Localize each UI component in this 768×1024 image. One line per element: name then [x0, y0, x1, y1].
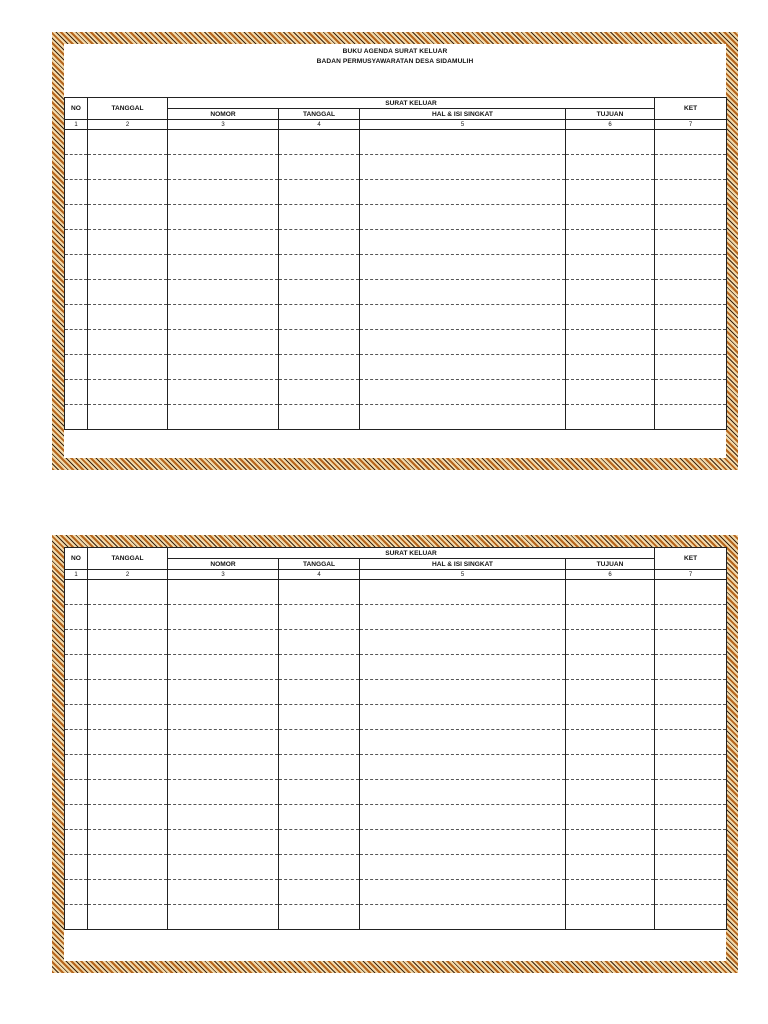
table-cell — [168, 905, 279, 930]
table-cell — [65, 155, 88, 180]
table-cell — [360, 680, 566, 705]
table-cell — [168, 880, 279, 905]
table-cell — [360, 230, 566, 255]
table-cell — [65, 880, 88, 905]
table-cell — [65, 805, 88, 830]
table-cell — [65, 605, 88, 630]
table-cell — [168, 805, 279, 830]
table-cell — [279, 230, 360, 255]
table-row — [65, 780, 727, 805]
table-cell — [360, 705, 566, 730]
table-cell — [566, 280, 655, 305]
col-number: 5 — [360, 570, 566, 580]
table-row — [65, 605, 727, 630]
table-cell — [360, 305, 566, 330]
table-cell — [279, 130, 360, 155]
table-cell — [65, 280, 88, 305]
table-cell — [279, 205, 360, 230]
col-header-tanggal: TANGGAL — [88, 548, 168, 570]
col-number: 4 — [279, 120, 360, 130]
table-cell — [360, 580, 566, 605]
col-header-no: NO — [65, 548, 88, 570]
col-header-surat-keluar: SURAT KELUAR — [168, 98, 655, 109]
col-header-nomor: NOMOR — [168, 109, 279, 120]
col-header-tanggal-surat: TANGGAL — [279, 109, 360, 120]
table-cell — [88, 780, 168, 805]
table-cell — [360, 380, 566, 405]
table-cell — [88, 755, 168, 780]
table-cell — [655, 330, 727, 355]
col-number: 2 — [88, 570, 168, 580]
table-cell — [65, 780, 88, 805]
table-cell — [566, 130, 655, 155]
col-number: 7 — [655, 570, 727, 580]
table-cell — [279, 855, 360, 880]
table-cell — [360, 255, 566, 280]
table-cell — [279, 580, 360, 605]
table-cell — [279, 630, 360, 655]
table-row — [65, 880, 727, 905]
table-cell — [168, 405, 279, 430]
table-cell — [655, 605, 727, 630]
table-row — [65, 180, 727, 205]
table-cell — [655, 655, 727, 680]
table-cell — [566, 780, 655, 805]
table-cell — [88, 705, 168, 730]
col-number: 1 — [65, 120, 88, 130]
table-cell — [279, 155, 360, 180]
table-cell — [360, 730, 566, 755]
col-number: 7 — [655, 120, 727, 130]
form-content — [64, 44, 726, 458]
table-cell — [655, 205, 727, 230]
table-row — [65, 280, 727, 305]
table-cell — [655, 230, 727, 255]
col-number: 2 — [88, 120, 168, 130]
table-cell — [168, 730, 279, 755]
table-cell — [360, 205, 566, 230]
table-cell — [360, 280, 566, 305]
table-cell — [655, 730, 727, 755]
table-cell — [360, 330, 566, 355]
table-cell — [279, 255, 360, 280]
table-cell — [88, 405, 168, 430]
table-cell — [168, 630, 279, 655]
table-cell — [566, 155, 655, 180]
table-row — [65, 380, 727, 405]
table-cell — [88, 880, 168, 905]
table-cell — [279, 905, 360, 930]
table-cell — [168, 280, 279, 305]
col-header-ket: KET — [655, 548, 727, 570]
col-number: 4 — [279, 570, 360, 580]
table-cell — [88, 355, 168, 380]
table-cell — [65, 905, 88, 930]
table-cell — [279, 805, 360, 830]
table-cell — [168, 855, 279, 880]
table-cell — [566, 655, 655, 680]
table-cell — [360, 780, 566, 805]
col-header-hal-isi: HAL & ISI SINGKAT — [360, 559, 566, 570]
table-cell — [360, 630, 566, 655]
table-cell — [655, 305, 727, 330]
form-content — [64, 547, 726, 961]
table-row — [65, 730, 727, 755]
table-cell — [65, 705, 88, 730]
table-cell — [566, 580, 655, 605]
table-cell — [168, 830, 279, 855]
table-cell — [168, 330, 279, 355]
table-cell — [168, 180, 279, 205]
table-cell — [65, 130, 88, 155]
table-cell — [566, 755, 655, 780]
ledger-table — [64, 97, 727, 430]
table-cell — [360, 880, 566, 905]
table-cell — [655, 355, 727, 380]
table-cell — [279, 380, 360, 405]
table-cell — [279, 705, 360, 730]
table-cell — [360, 805, 566, 830]
table-cell — [655, 830, 727, 855]
table-cell — [168, 355, 279, 380]
col-number: 3 — [168, 570, 279, 580]
agenda-form-2 — [52, 535, 738, 973]
table-row — [65, 155, 727, 180]
table-cell — [360, 130, 566, 155]
table-cell — [566, 905, 655, 930]
table-cell — [168, 605, 279, 630]
table-cell — [655, 905, 727, 930]
table-cell — [655, 780, 727, 805]
col-header-tanggal-surat: TANGGAL — [279, 559, 360, 570]
table-cell — [360, 405, 566, 430]
col-header-tanggal: TANGGAL — [88, 98, 168, 120]
table-cell — [279, 305, 360, 330]
table-cell — [168, 705, 279, 730]
table-cell — [566, 405, 655, 430]
table-cell — [566, 880, 655, 905]
table-cell — [168, 155, 279, 180]
table-row — [65, 830, 727, 855]
table-cell — [65, 580, 88, 605]
col-header-nomor: NOMOR — [168, 559, 279, 570]
table-cell — [168, 380, 279, 405]
col-number: 1 — [65, 570, 88, 580]
table-cell — [655, 680, 727, 705]
table-cell — [360, 655, 566, 680]
table-cell — [65, 730, 88, 755]
table-cell — [88, 805, 168, 830]
form-title: BUKU AGENDA SURAT KELUAR — [342, 48, 448, 55]
table-cell — [65, 755, 88, 780]
table-row — [65, 805, 727, 830]
table-cell — [279, 755, 360, 780]
table-cell — [566, 680, 655, 705]
table-cell — [88, 330, 168, 355]
table-cell — [88, 830, 168, 855]
form-subtitle: BADAN PERMUSYAWARATAN DESA SIDAMULIH — [316, 58, 474, 65]
table-cell — [360, 755, 566, 780]
table-row — [65, 405, 727, 430]
table-cell — [168, 655, 279, 680]
table-row — [65, 705, 727, 730]
table-cell — [655, 130, 727, 155]
table-cell — [168, 230, 279, 255]
table-cell — [88, 255, 168, 280]
table-cell — [279, 780, 360, 805]
col-number: 3 — [168, 120, 279, 130]
table-cell — [65, 255, 88, 280]
ledger-table — [64, 547, 727, 930]
table-cell — [566, 230, 655, 255]
table-cell — [360, 355, 566, 380]
table-cell — [360, 180, 566, 205]
table-row — [65, 855, 727, 880]
table-cell — [279, 180, 360, 205]
table-cell — [88, 905, 168, 930]
table-cell — [88, 730, 168, 755]
table-row — [65, 655, 727, 680]
col-number: 6 — [566, 570, 655, 580]
agenda-form-1 — [52, 32, 738, 470]
table-cell — [566, 355, 655, 380]
table-cell — [279, 330, 360, 355]
table-cell — [655, 705, 727, 730]
col-header-ket: KET — [655, 98, 727, 120]
col-header-no: NO — [65, 98, 88, 120]
col-number: 5 — [360, 120, 566, 130]
table-cell — [655, 405, 727, 430]
table-cell — [279, 830, 360, 855]
table-cell — [65, 380, 88, 405]
table-cell — [279, 405, 360, 430]
table-cell — [566, 330, 655, 355]
table-cell — [566, 830, 655, 855]
col-header-hal-isi: HAL & ISI SINGKAT — [360, 109, 566, 120]
table-cell — [566, 805, 655, 830]
table-cell — [279, 280, 360, 305]
table-cell — [65, 205, 88, 230]
table-row — [65, 580, 727, 605]
table-cell — [566, 730, 655, 755]
table-row — [65, 305, 727, 330]
table-row — [65, 230, 727, 255]
table-cell — [279, 730, 360, 755]
table-cell — [65, 230, 88, 255]
table-cell — [279, 880, 360, 905]
table-cell — [65, 655, 88, 680]
table-row — [65, 255, 727, 280]
table-cell — [655, 855, 727, 880]
table-cell — [88, 280, 168, 305]
table-cell — [279, 680, 360, 705]
table-cell — [655, 155, 727, 180]
table-cell — [168, 255, 279, 280]
table-cell — [88, 155, 168, 180]
form-heading — [64, 44, 726, 97]
table-cell — [88, 130, 168, 155]
table-cell — [168, 130, 279, 155]
table-cell — [65, 355, 88, 380]
table-cell — [65, 855, 88, 880]
table-cell — [566, 605, 655, 630]
table-cell — [88, 580, 168, 605]
table-cell — [655, 630, 727, 655]
table-cell — [168, 580, 279, 605]
table-cell — [65, 330, 88, 355]
table-cell — [566, 205, 655, 230]
table-cell — [65, 830, 88, 855]
table-cell — [65, 305, 88, 330]
table-cell — [655, 880, 727, 905]
table-cell — [360, 155, 566, 180]
table-cell — [655, 380, 727, 405]
table-cell — [88, 230, 168, 255]
table-row — [65, 205, 727, 230]
table-cell — [88, 680, 168, 705]
table-cell — [360, 830, 566, 855]
table-cell — [655, 280, 727, 305]
col-header-tujuan: TUJUAN — [566, 109, 655, 120]
table-row — [65, 355, 727, 380]
table-cell — [65, 180, 88, 205]
table-cell — [655, 255, 727, 280]
table-row — [65, 680, 727, 705]
table-cell — [566, 855, 655, 880]
table-cell — [88, 855, 168, 880]
table-cell — [655, 805, 727, 830]
table-cell — [88, 180, 168, 205]
table-cell — [168, 305, 279, 330]
table-cell — [360, 855, 566, 880]
table-cell — [566, 180, 655, 205]
col-header-tujuan: TUJUAN — [566, 559, 655, 570]
table-row — [65, 130, 727, 155]
table-cell — [88, 655, 168, 680]
table-cell — [168, 205, 279, 230]
table-cell — [279, 355, 360, 380]
table-cell — [566, 630, 655, 655]
table-cell — [279, 605, 360, 630]
table-cell — [566, 305, 655, 330]
table-cell — [65, 405, 88, 430]
table-row — [65, 630, 727, 655]
table-cell — [168, 680, 279, 705]
table-cell — [168, 755, 279, 780]
table-cell — [655, 180, 727, 205]
table-row — [65, 755, 727, 780]
table-cell — [88, 380, 168, 405]
table-cell — [566, 255, 655, 280]
table-cell — [88, 630, 168, 655]
table-row — [65, 330, 727, 355]
table-cell — [360, 905, 566, 930]
table-cell — [168, 780, 279, 805]
table-cell — [566, 705, 655, 730]
table-cell — [65, 680, 88, 705]
table-cell — [65, 630, 88, 655]
col-number: 6 — [566, 120, 655, 130]
table-cell — [279, 655, 360, 680]
table-cell — [655, 755, 727, 780]
table-cell — [566, 380, 655, 405]
col-header-surat-keluar: SURAT KELUAR — [168, 548, 655, 559]
table-cell — [88, 205, 168, 230]
table-cell — [88, 605, 168, 630]
table-row — [65, 905, 727, 930]
table-cell — [88, 305, 168, 330]
table-cell — [360, 605, 566, 630]
table-cell — [655, 580, 727, 605]
